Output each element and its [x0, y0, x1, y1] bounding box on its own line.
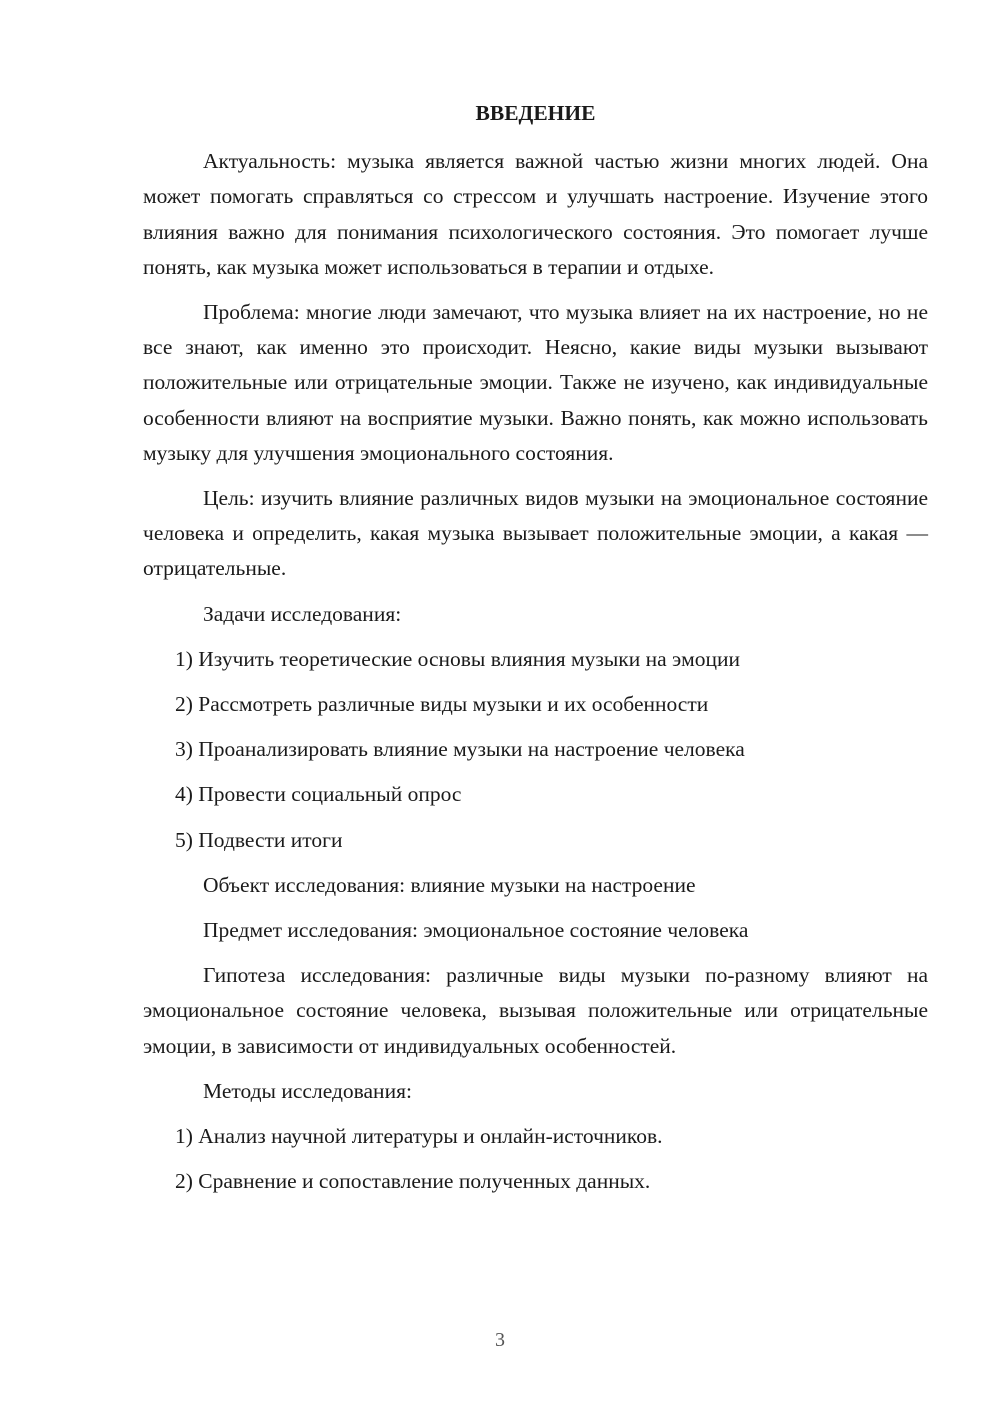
paragraph-goal: Цель: изучить влияние различных видов музыки на эмоциональное состояние человека и определить, какая музыка вызывает положительные эмоции, а какая — отрицательные. — [143, 486, 928, 581]
method-item: 2) Сравнение и сопоставление полученных данных. — [175, 1169, 651, 1194]
page-number: 3 — [495, 1329, 505, 1351]
task-item: 1) Изучить теоретические основы влияния музыки на эмоции — [175, 646, 740, 671]
paragraph-relevance: Актуальность: музыка является важной частью жизни многих людей. Она может помогать справляться со стрессом и улучшать настроение. Изучение этого влияния важно для понимания психологического состояния. Это помогает лучше понять, как музыка может использоваться в терапии и отдыхе. — [143, 149, 928, 279]
task-item: 5) Подвести итоги — [175, 827, 343, 852]
research-subject: Предмет исследования: эмоциональное состояние человека — [203, 918, 749, 943]
paragraph-problem: Проблема: многие люди замечают, что музыка влияет на их настроение, но не все знают, как именно это происходит. Неясно, какие виды музыки вызывают положительные или отрицательные эмоции. Также не изучено, как индивидуальные особенности влияют на восприятие музыки. Важно понять, как можно использовать музыку для улучшения эмоционального состояния. — [143, 300, 928, 465]
task-item: 3) Проанализировать влияние музыки на настроение человека — [175, 737, 745, 762]
task-item: 2) Рассмотреть различные виды музыки и их особенности — [175, 692, 709, 717]
document-body — [143, 96, 928, 1209]
task-item: 4) Провести социальный опрос — [175, 782, 462, 807]
research-object: Объект исследования: влияние музыки на настроение — [203, 872, 696, 897]
page-title: ВВЕДЕНИЕ — [475, 101, 596, 125]
method-item: 1) Анализ научной литературы и онлайн-источников. — [175, 1124, 663, 1149]
tasks-heading: Задачи исследования: — [203, 601, 402, 626]
methods-heading: Методы исследования: — [203, 1078, 412, 1103]
paragraph-hypothesis: Гипотеза исследования: различные виды музыки по-разному влияют на эмоциональное состояние человека, вызывая положительные или отрицательные эмоции, в зависимости от индивидуальных особенностей. — [143, 963, 928, 1058]
